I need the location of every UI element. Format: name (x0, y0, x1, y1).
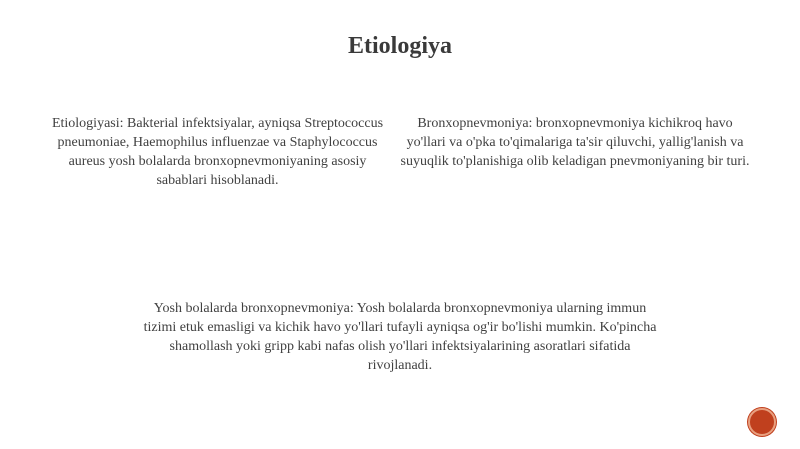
text-block-etiology: Etiologiyasi: Bakterial infektsiyalar, ayniqsa Streptococcus pneumoniae, Haemophilus influenzae va Staphylococcus aureus yosh bolalarda bronxopnevmoniyaning asosiy sabablari hisoblanadi. (51, 116, 384, 188)
slide-title: Etiologiya (347, 33, 452, 59)
text-block-bronchopneumonia: Bronxopnevmoniya: bronxopnevmoniya kichikroq havo yo'llari va o'pka to'qimalariga ta'sir qiluvchi, yallig'lanish va suyuqlik to'planishiga olib keladigan pnevmoniyaning bir turi. (400, 116, 750, 169)
text-block-young-children: Yosh bolalarda bronxopnevmoniya: Yosh bolalarda bronxopnevmoniya ularning immun tizimi etuk emasligi va kichik havo yo'llari tufayli ayniqsa og'ir bo'lishi mumkin. Ko'pincha shamollash yoki gripp kabi nafas olish yo'llari infektsiyalarining asoratlari sifatida rivojlanadi. (143, 301, 657, 373)
circle-nav-icon[interactable] (748, 408, 776, 436)
